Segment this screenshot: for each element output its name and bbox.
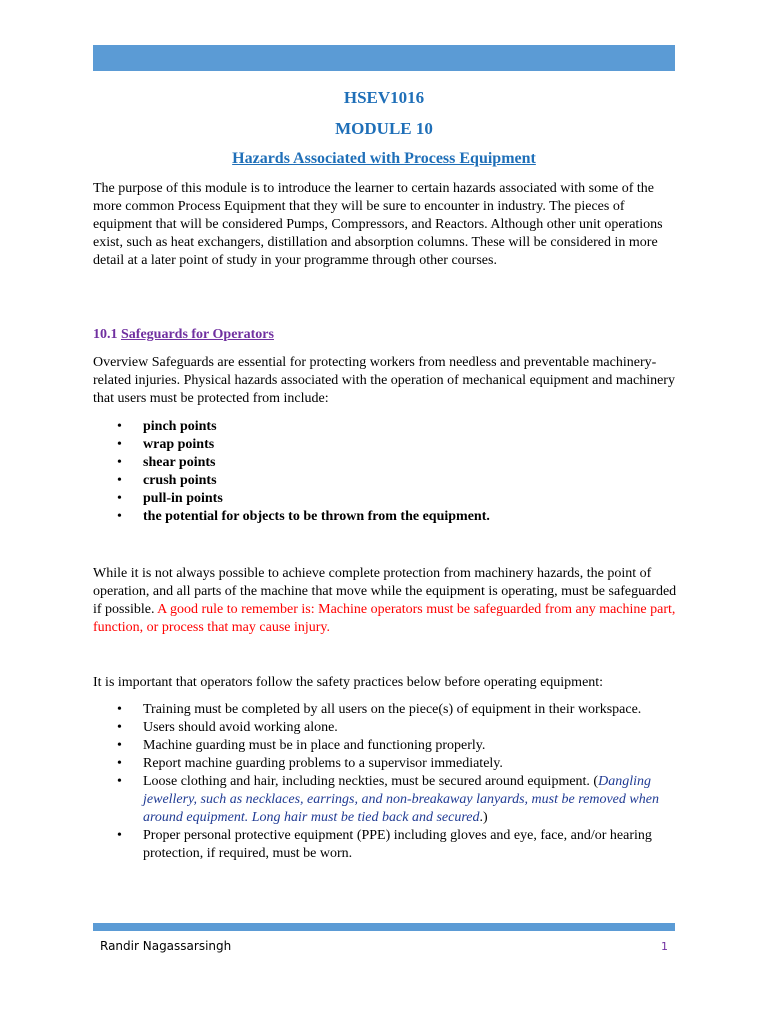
rule-text: A good rule to remember is: Machine operators must be safeguarded from any machine part, function, or process that may cause injury. (93, 602, 676, 635)
overview-paragraph: Overview Safeguards are essential for protecting workers from needless and preventable machinery-related injuries. Physical hazards associated with the operation of mechanical equipment and machinery that users must be protected from include: (93, 355, 675, 406)
list-item: • pinch points (93, 418, 678, 436)
list-item: • the potential for objects to be thrown from the equipment. (93, 508, 678, 526)
list-item: • Training must be completed by all users on the piece(s) of equipment in their workspace. (93, 701, 678, 719)
footer-author: Randir Nagassarsingh (100, 939, 232, 953)
safeguard-text: While it is not always possible to achieve complete protection from machinery hazards, the point of operation, and all parts of the machine that move while the equipment is operating, must be safeguarded if possible. (93, 566, 677, 617)
hazard-list (93, 418, 678, 526)
course-code: HSEV1016 (343, 88, 425, 107)
list-item: • wrap points (93, 436, 678, 454)
list-item: • pull-in points (93, 490, 678, 508)
intro-paragraph: The purpose of this module is to introduce the learner to certain hazards associated with some of the more common Process Equipment that they will be sure to encounter in industry. The pieces of equipment that will be considered Pumps, Compressors, and Reactors. Although other unit operations exist, such as heat exchangers, distillation and absorption columns. These will be considered in more detail at a later point of study in your programme through other courses. (93, 181, 663, 268)
section-title: Safeguards for Operators (121, 327, 274, 342)
footer-bar (93, 923, 675, 931)
clothing-end: .) (479, 810, 488, 825)
practices-intro: It is important that operators follow the safety practices below before operating equipment: (93, 675, 604, 690)
list-item: • crush points (93, 472, 678, 490)
section-number: 10.1 (93, 327, 118, 342)
list-item: • Proper personal protective equipment (PPE) including gloves and eye, face, and/or hearing protection, if required, must be worn. (93, 827, 678, 863)
list-item: • Users should avoid working alone. (93, 719, 678, 737)
safeguard-paragraph (93, 565, 678, 637)
module-title: Hazards Associated with Process Equipment (232, 150, 536, 167)
section-heading (93, 326, 678, 344)
list-item: • Report machine guarding problems to a supervisor immediately. (93, 755, 678, 773)
clothing-note: Dangling jewellery, such as necklaces, earrings, and non-breakaway lanyards, must be removed when around equipment. Long hair must be tied back and secured (143, 774, 659, 825)
clothing-text: Loose clothing and hair, including neckties, must be secured around equipment. ( (143, 774, 599, 789)
list-item: • shear points (93, 454, 678, 472)
page-number: 1 (661, 940, 668, 953)
list-item: • Machine guarding must be in place and functioning properly. (93, 737, 678, 755)
header-bar (93, 45, 675, 71)
practices-list (93, 701, 678, 863)
module-number: MODULE 10 (335, 119, 433, 138)
list-item (93, 773, 678, 827)
